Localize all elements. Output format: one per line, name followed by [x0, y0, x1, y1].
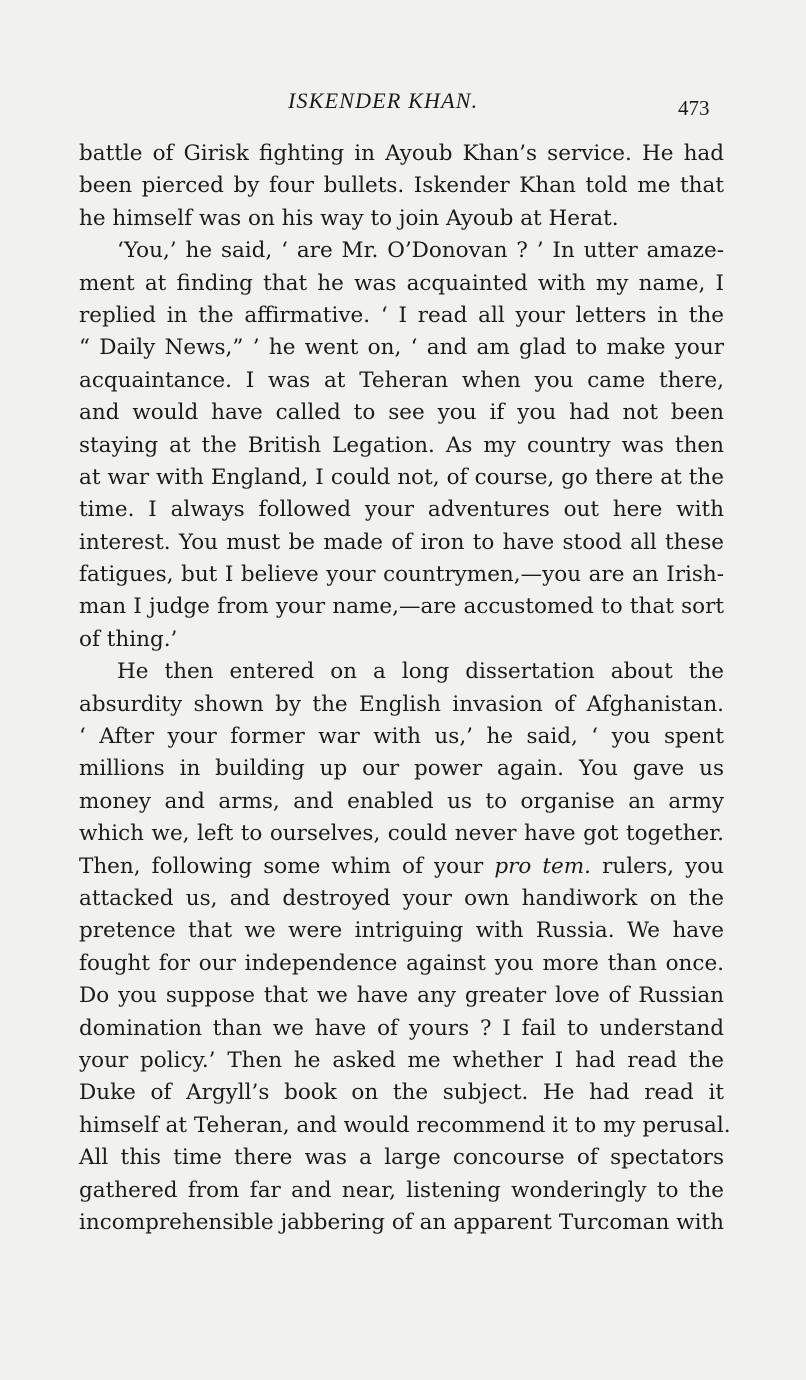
text-line: fought for our independence against you more than once.: [79, 950, 724, 976]
text-line: incomprehensible jabbering of an apparent Turcoman with: [79, 1209, 724, 1235]
text-line: man I judge from your name,—are accustomed to that sort: [79, 594, 724, 620]
text-line: ‘ After your former war with us,’ he said, ‘ you spent: [79, 724, 724, 750]
text-line: your policy.’ Then he asked me whether I had read the: [79, 1047, 724, 1073]
text-line: replied in the affirmative. ‘ I read all your letters in the: [79, 302, 724, 328]
text-line: battle of Girisk fighting in Ayoub Khan’s service. He had: [79, 141, 724, 166]
text-fragment: rulers, you: [602, 853, 725, 879]
page-header: [0, 88, 806, 122]
text-line: “ Daily News,” ’ he went on, ‘ and am glad to make your: [79, 335, 724, 361]
text-line: staying at the British Legation. As my country was then: [79, 432, 724, 458]
paragraph-start-line: ‘You,’ he said, ‘ are Mr. O’Donovan ? ’ In utter amaze-: [117, 238, 724, 264]
text-line: himself at Teheran, and would recommend it to my perusal.: [79, 1112, 731, 1138]
text-line: All this time there was a large concourse of spectators: [79, 1145, 724, 1171]
text-line: which we, left to ourselves, could never have got together.: [79, 821, 724, 847]
text-line: domination than we have of yours ? I fail to understand: [79, 1015, 724, 1041]
text-line: been pierced by four bullets. Iskender Khan told me that: [79, 173, 724, 199]
italic-phrase: pro tem.: [494, 853, 592, 879]
text-line: he himself was on his way to join Ayoub at Herat.: [79, 205, 619, 231]
text-line: absurdity shown by the English invasion of Afghanistan.: [79, 691, 724, 717]
text-line: pretence that we were intriguing with Russia. We have: [79, 918, 724, 944]
text-line: Do you suppose that we have any greater love of Russian: [79, 983, 724, 1009]
page-number: 473: [678, 96, 710, 120]
text-line: and would have called to see you if you had not been: [79, 400, 724, 426]
text-line: attacked us, and destroyed your own handiwork on the: [79, 885, 724, 911]
text-line: at war with England, I could not, of course, go there at the: [79, 464, 724, 490]
text-line: interest. You must be made of iron to have stood all these: [79, 529, 724, 555]
text-fragment: Then, following some whim of your: [79, 853, 484, 879]
text-line: money and arms, and enabled us to organise an army: [79, 788, 724, 814]
text-line: acquaintance. I was at Teheran when you came there,: [79, 367, 724, 393]
text-line: millions in building up our power again. You gave us: [79, 756, 724, 782]
text-line: ment at finding that he was acquainted with my name, I: [79, 270, 724, 296]
text-line: fatigues, but I believe your countrymen,—you are an Irish-: [79, 562, 724, 588]
text-line: Duke of Argyll’s book on the subject. He had read it: [79, 1080, 724, 1106]
text-line: gathered from far and near, listening wonderingly to the: [79, 1177, 724, 1203]
text-line: of thing.’: [79, 626, 178, 652]
body-text: [79, 138, 731, 1239]
text-line: time. I always followed your adventures out here with: [79, 497, 724, 523]
paragraph-start-line: He then entered on a long dissertation about the: [117, 659, 724, 685]
text-line: [79, 851, 724, 883]
running-title: ISKENDER KHAN.: [288, 88, 479, 113]
